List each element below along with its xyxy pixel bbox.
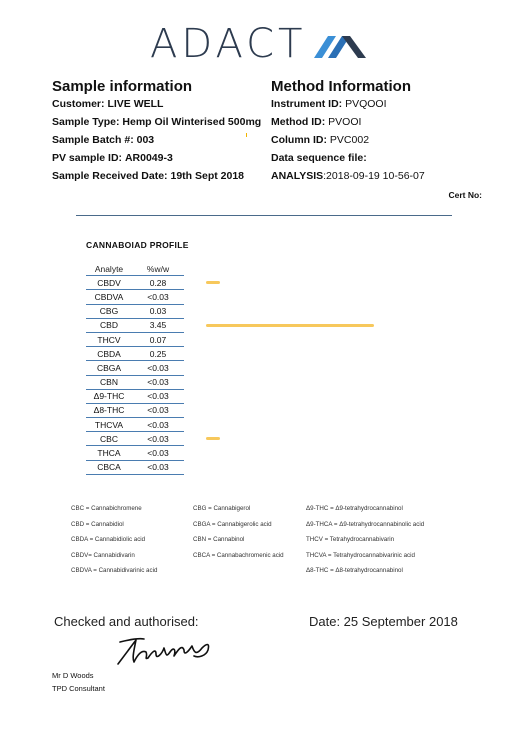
value-cell: <0.03 [132,389,184,403]
glossary-entry: CBGA = Cannabigerolic acid [193,520,272,528]
company-logo-mark-icon [314,30,368,60]
glossary-entry: THCV = Tetrahydrocannabivarin [306,536,395,543]
received-line [52,170,244,183]
analysis-label: ANALYSIS [271,170,324,182]
value-cell: 0.03 [132,304,184,318]
analyte-cell: CBD [86,318,132,332]
method-line [271,116,361,129]
analyte-cell: Δ9-THC [86,389,132,403]
glossary-entry: Δ9-THC = Δ9-tetrahydrocannabinol [306,505,403,512]
pv-id-value: AR0049-3 [124,152,173,164]
table-row [86,347,184,361]
table-header-row [86,262,184,276]
value-cell: 0.28 [132,276,184,290]
signatory-role: TPD Consultant [52,684,105,693]
value-cell: <0.03 [132,361,184,375]
method-value: PVOOI [328,116,362,128]
glossary-entry: CBG = Cannabigerol [193,505,251,512]
value-cell: 3.45 [132,318,184,332]
analyte-cell: CBDA [86,347,132,361]
checked-label: Checked and authorised: [54,614,199,629]
table-row [86,432,184,446]
cert-no-label: Cert No: [448,190,482,200]
pv-id-label: PV sample ID: [52,152,123,164]
sequence-line [271,152,367,165]
value-header: %w/w [132,262,184,276]
customer-value: LIVE WELL [107,98,164,110]
table-row [86,304,184,318]
bar-cbdv [206,281,220,284]
value-cell: <0.03 [132,460,184,474]
glossary-entry: THCVA = Tetrahydrocannabivarinic acid [306,551,415,559]
sample-type-line [52,116,261,129]
highlight-mark [246,133,247,137]
received-label: Sample Received Date: [52,170,168,182]
analyte-cell: CBDV [86,276,132,290]
value-cell: <0.03 [132,432,184,446]
analysis-line [271,170,425,183]
company-logo-text: ADACT [150,21,307,67]
batch-label: Sample Batch #: [52,134,134,146]
glossary-entry: CBDVA = Cannabidivarinic acid [71,567,158,574]
instrument-value: PVQOOI [345,98,387,110]
analyte-cell: THCA [86,446,132,460]
table-row [86,403,184,417]
value-cell: <0.03 [132,375,184,389]
sample-type-value: Hemp Oil Winterised 500mg [122,116,262,128]
sample-type-label: Sample Type: [52,116,120,128]
glossary-entry: Δ9-THCA = Δ9-tetrahydrocannabinolic acid [306,520,425,528]
sample-info-title: Sample information [52,78,193,95]
analyte-cell: THCV [86,332,132,346]
glossary-entry: CBD = Cannabidiol [71,520,124,528]
customer-line [52,98,163,111]
analyte-header: Analyte [86,262,132,276]
glossary-entry: Δ8-THC = Δ8-tetrahydrocannabinol [306,567,403,574]
glossary-col-1 [71,505,157,583]
value-cell: <0.03 [132,403,184,417]
glossary-entry: CBCA = Cannabachromenic acid [193,551,284,559]
analyte-cell: THCVA [86,418,132,432]
glossary-col-2 [193,505,284,567]
value-cell: <0.03 [132,418,184,432]
batch-line [52,134,154,147]
pv-id-line [52,152,173,165]
glossary-col-3 [306,505,424,583]
glossary-entry: CBN = Cannabinol [193,536,245,543]
header-divider [76,215,452,216]
analyte-cell: Δ8-THC [86,403,132,417]
analyte-cell: CBC [86,432,132,446]
analyte-cell: CBCA [86,460,132,474]
value-cell: <0.03 [132,290,184,304]
table-row [86,460,184,474]
value-cell: <0.03 [132,446,184,460]
column-value: PVC002 [329,134,370,146]
analyte-cell: CBDVA [86,290,132,304]
value-cell: 0.25 [132,347,184,361]
table-row [86,389,184,403]
instrument-line [271,98,387,111]
table-row [86,361,184,375]
method-info-title: Method Information [271,78,411,95]
table-row [86,276,184,290]
glossary-entry: CBDV= Cannabidivarin [71,551,135,559]
customer-label: Customer: [52,98,105,110]
value-cell: 0.07 [132,332,184,346]
signature-image [112,628,216,670]
table-row [86,446,184,460]
table-row [86,290,184,304]
analysis-value: :2018-09-19 10-56-07 [323,170,425,182]
date-label: Date: 25 September 2018 [309,614,458,629]
analyte-cell: CBGA [86,361,132,375]
glossary-entry: CBDA = Cannabidiolic acid [71,536,146,543]
table-row [86,318,184,332]
instrument-label: Instrument ID: [271,98,343,110]
column-line [271,134,369,147]
cannabinoid-profile-table [86,262,184,475]
table-row [86,418,184,432]
table-row [86,375,184,389]
sequence-label: Data sequence file: [271,152,367,164]
column-label: Column ID: [271,134,327,146]
bar-cbd [206,324,374,327]
analyte-cell: CBG [86,304,132,318]
method-label: Method ID: [271,116,326,128]
table-row [86,332,184,346]
glossary-entry: CBC = Cannabichromene [71,505,142,512]
batch-value: 003 [136,134,155,146]
signatory-name: Mr D Woods [52,671,94,680]
profile-title: CANNABOIAD PROFILE [86,240,189,250]
received-value: 19th Sept 2018 [170,170,245,182]
analyte-cell: CBN [86,375,132,389]
bar-cbc [206,437,220,440]
